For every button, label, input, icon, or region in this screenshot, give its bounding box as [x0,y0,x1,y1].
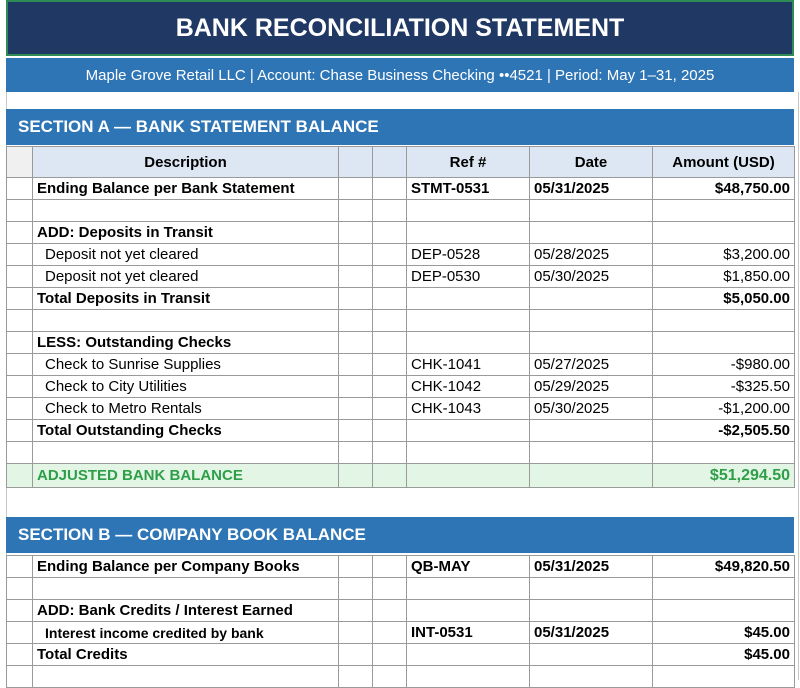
amount-cell[interactable]: $45.00 [653,622,795,644]
description-cell[interactable]: Deposit not yet cleared [33,244,339,266]
amount-cell[interactable] [653,578,795,600]
date-cell[interactable] [530,464,653,488]
table-row [7,578,795,600]
table-row [7,644,795,666]
amount-cell[interactable] [653,332,795,354]
ref-cell[interactable]: STMT-0531 [407,178,530,200]
section-a-heading: SECTION A — BANK STATEMENT BALANCE [6,109,794,145]
spacer-cell[interactable] [339,376,373,398]
row-lead-cell[interactable] [7,178,33,200]
table-row [7,600,795,622]
spacer-cell[interactable] [373,600,407,622]
row-lead-cell[interactable] [7,666,33,688]
amount-cell[interactable]: $5,050.00 [653,288,795,310]
spacer-cell[interactable] [373,244,407,266]
ref-cell[interactable] [407,666,530,688]
description-cell[interactable]: Check to Metro Rentals [33,398,339,420]
ref-cell[interactable] [407,600,530,622]
spacer-cell[interactable] [339,332,373,354]
section-b-table [6,555,795,688]
date-cell[interactable] [530,600,653,622]
description-cell[interactable]: Check to Sunrise Supplies [33,354,339,376]
amount-cell[interactable] [653,666,795,688]
amount-cell[interactable] [653,200,795,222]
description-cell[interactable]: ADJUSTED BANK BALANCE [33,464,339,488]
table-row [7,200,795,222]
row-lead-cell[interactable] [7,376,33,398]
spacer-cell[interactable] [373,420,407,442]
ref-cell[interactable] [407,288,530,310]
sheet-right-edge [798,92,799,680]
description-cell[interactable]: Interest income credited by bank [33,622,339,644]
date-cell[interactable] [530,310,653,332]
ref-cell[interactable]: CHK-1041 [407,354,530,376]
amount-cell[interactable] [653,600,795,622]
date-cell[interactable]: 05/30/2025 [530,266,653,288]
table-row [7,622,795,644]
ref-cell[interactable] [407,222,530,244]
spacer-cell[interactable] [339,600,373,622]
row-lead-cell[interactable] [7,464,33,488]
amount-cell[interactable] [653,222,795,244]
description-cell[interactable] [33,200,339,222]
ref-cell[interactable]: DEP-0530 [407,266,530,288]
ref-cell[interactable] [407,442,530,464]
ref-cell[interactable]: CHK-1042 [407,376,530,398]
spacer-cell[interactable] [373,644,407,666]
date-cell[interactable] [530,200,653,222]
header-cell-blank[interactable] [7,147,33,178]
spacer-cell[interactable] [373,578,407,600]
amount-cell[interactable]: -$1,200.00 [653,398,795,420]
date-cell[interactable]: 05/27/2025 [530,354,653,376]
ref-cell[interactable]: DEP-0528 [407,244,530,266]
ref-cell[interactable]: CHK-1043 [407,398,530,420]
spacer-cell[interactable] [373,266,407,288]
column-header-row [7,147,795,178]
ref-cell[interactable] [407,644,530,666]
date-cell[interactable] [530,332,653,354]
spacer-cell[interactable] [339,398,373,420]
header-description[interactable]: Description [33,147,339,178]
row-lead-cell[interactable] [7,244,33,266]
spacer-cell[interactable] [373,398,407,420]
spacer-cell[interactable] [373,288,407,310]
amount-cell[interactable] [653,442,795,464]
table-row [7,420,795,442]
row-lead-cell[interactable] [7,644,33,666]
spacer-cell[interactable] [339,178,373,200]
spacer-cell[interactable] [373,666,407,688]
amount-cell[interactable]: $1,850.00 [653,266,795,288]
date-cell[interactable]: 05/29/2025 [530,376,653,398]
spacer-cell[interactable] [339,200,373,222]
date-cell[interactable] [530,420,653,442]
table-row [7,556,795,578]
amount-cell[interactable]: $45.00 [653,644,795,666]
amount-cell[interactable]: -$325.50 [653,376,795,398]
description-cell[interactable]: Ending Balance per Bank Statement [33,178,339,200]
header-amount[interactable]: Amount (USD) [653,147,795,178]
amount-cell[interactable] [653,310,795,332]
row-lead-cell[interactable] [7,310,33,332]
spacer-cell[interactable] [373,332,407,354]
date-cell[interactable]: 05/31/2025 [530,556,653,578]
table-row [7,376,795,398]
row-lead-cell[interactable] [7,398,33,420]
description-cell[interactable]: Check to City Utilities [33,376,339,398]
adjusted-balance-amount[interactable]: $51,294.50 [653,464,795,488]
ref-cell[interactable] [407,200,530,222]
spacer-cell[interactable] [373,310,407,332]
spacer-cell[interactable] [339,464,373,488]
amount-cell[interactable]: -$2,505.50 [653,420,795,442]
date-cell[interactable] [530,578,653,600]
spacer-cell[interactable] [339,266,373,288]
spacer-cell[interactable] [339,420,373,442]
ref-cell[interactable] [407,578,530,600]
row-lead-cell[interactable] [7,420,33,442]
amount-cell[interactable]: $49,820.50 [653,556,795,578]
spacer-cell[interactable] [373,376,407,398]
table-row [7,244,795,266]
header-cell-blank[interactable] [373,147,407,178]
table-row [7,288,795,310]
description-cell[interactable] [33,578,339,600]
date-cell[interactable]: 05/28/2025 [530,244,653,266]
row-lead-cell[interactable] [7,354,33,376]
date-cell[interactable]: 05/31/2025 [530,622,653,644]
adjusted-bank-balance-row [7,464,795,488]
description-cell[interactable]: LESS: Outstanding Checks [33,332,339,354]
table-row [7,442,795,464]
row-lead-cell[interactable] [7,578,33,600]
date-cell[interactable] [530,288,653,310]
description-cell[interactable]: ADD: Bank Credits / Interest Earned [33,600,339,622]
row-lead-cell[interactable] [7,622,33,644]
description-cell[interactable]: Deposit not yet cleared [33,266,339,288]
header-date[interactable]: Date [530,147,653,178]
row-lead-cell[interactable] [7,442,33,464]
spacer-cell[interactable] [339,354,373,376]
table-row [7,310,795,332]
table-row [7,354,795,376]
ref-cell[interactable] [407,420,530,442]
ref-cell[interactable] [407,310,530,332]
row-lead-cell[interactable] [7,266,33,288]
ref-cell[interactable]: QB-MAY [407,556,530,578]
table-row [7,398,795,420]
spacer-cell[interactable] [373,442,407,464]
header-ref[interactable]: Ref # [407,147,530,178]
description-cell[interactable] [33,310,339,332]
table-row [7,332,795,354]
row-lead-cell[interactable] [7,200,33,222]
table-row [7,222,795,244]
date-cell[interactable]: 05/30/2025 [530,398,653,420]
spacer-cell[interactable] [339,310,373,332]
date-cell[interactable] [530,222,653,244]
table-row [7,178,795,200]
date-cell[interactable]: 05/31/2025 [530,178,653,200]
spacer-cell[interactable] [339,244,373,266]
row-lead-cell[interactable] [7,332,33,354]
spacer-cell[interactable] [339,666,373,688]
description-cell[interactable]: Total Credits [33,644,339,666]
spacer-cell[interactable] [339,622,373,644]
description-cell[interactable]: ADD: Deposits in Transit [33,222,339,244]
ref-cell[interactable]: INT-0531 [407,622,530,644]
row-lead-cell[interactable] [7,288,33,310]
spacer-cell[interactable] [373,622,407,644]
date-cell[interactable] [530,666,653,688]
date-cell[interactable] [530,442,653,464]
spacer-cell[interactable] [373,464,407,488]
spacer-cell[interactable] [373,200,407,222]
spacer-cell[interactable] [339,288,373,310]
description-cell[interactable]: Total Outstanding Checks [33,420,339,442]
description-cell[interactable]: Ending Balance per Company Books [33,556,339,578]
description-cell[interactable]: Total Deposits in Transit [33,288,339,310]
spacer-cell[interactable] [339,222,373,244]
row-lead-cell[interactable] [7,600,33,622]
spacer-cell[interactable] [373,178,407,200]
description-cell[interactable] [33,666,339,688]
spacer-cell[interactable] [339,578,373,600]
spacer-cell[interactable] [373,556,407,578]
amount-cell[interactable]: $48,750.00 [653,178,795,200]
row-lead-cell[interactable] [7,556,33,578]
amount-cell[interactable]: $3,200.00 [653,244,795,266]
ref-cell[interactable] [407,332,530,354]
spacer-cell[interactable] [339,644,373,666]
report-title: BANK RECONCILIATION STATEMENT [6,0,794,56]
ref-cell[interactable] [407,464,530,488]
spacer-cell[interactable] [373,354,407,376]
spacer-cell[interactable] [373,222,407,244]
description-cell[interactable] [33,442,339,464]
report-subtitle: Maple Grove Retail LLC | Account: Chase Business Checking ••4521 | Period: May 1–31, 2025 [6,58,794,92]
amount-cell[interactable]: -$980.00 [653,354,795,376]
section-a-table [6,146,795,488]
spacer-cell[interactable] [339,442,373,464]
table-row [7,666,795,688]
row-lead-cell[interactable] [7,222,33,244]
table-row [7,266,795,288]
spacer-cell[interactable] [339,556,373,578]
section-b-heading: SECTION B — COMPANY BOOK BALANCE [6,517,794,553]
header-cell-blank[interactable] [339,147,373,178]
date-cell[interactable] [530,644,653,666]
